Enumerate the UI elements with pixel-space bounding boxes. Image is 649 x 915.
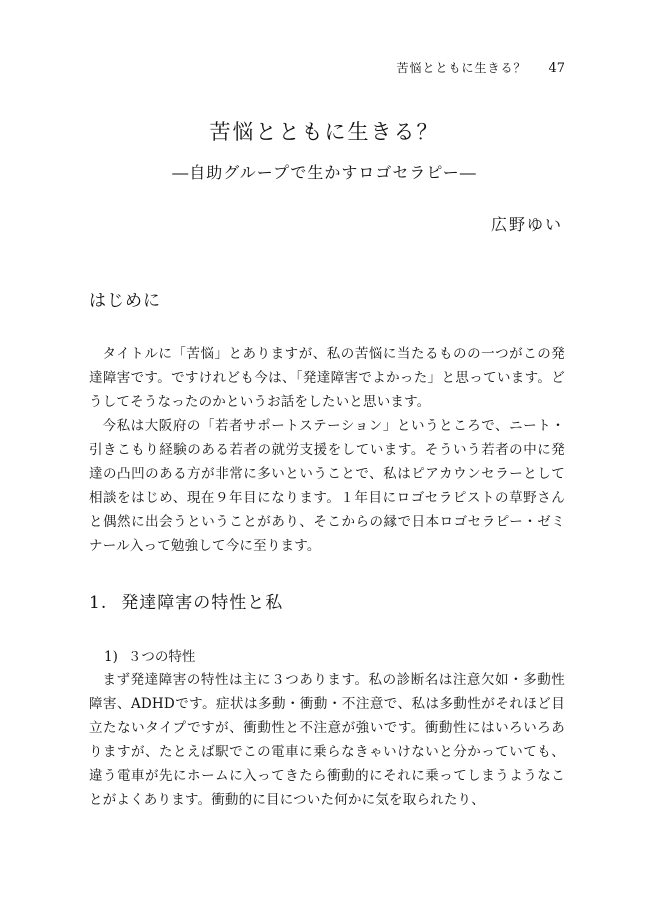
subsection-1-heading [104,645,195,665]
section-1-paragraph-1: まず発達障害の特性は主に３つあります。私の診断名は注意欠如・多動性障害、ADHDです。症状は多動・衝動・不注意で、私は多動性がそれほど目立たないタイプですが、衝動性と不注意が強いです。衝動性にはいろいろありますが、たとえば駅でこの電車に乗らなきゃいけないと分かっていても、違う電車が先にホームに入ってきたら衝動的にそれに乗ってしまうようなことがよくあります。衝動的に目についた何かに気を取られたり、 [89,672,565,808]
intro-body [89,342,565,558]
intro-paragraph-1: タイトルに「苦悩」とありますが、私の苦悩に当たるものの一つがこの発達障害です。ですけれども今は、「発達障害でよかった」と思っています。どうしてそうなったのかというお話をしたいと思います。 [89,346,565,410]
section-1-body [89,668,565,812]
author-name: 広野ゆい [490,215,563,234]
intro-heading: はじめに [89,291,161,311]
section-1-number: 1. [89,593,108,613]
subsection-1-number: 1) [104,649,118,665]
running-title: 苦悩とともに生きる？ [396,61,527,75]
section-1-heading [89,588,283,613]
subsection-1-title: ３つの特性 [127,649,196,665]
article-title: 苦悩とともに生きる？ [209,120,440,144]
intro-paragraph-2: 今私は大阪府の「若者サポートステーション」というところで、ニート・引きこもり経験のある若者の就労支援をしています。そういう若者の中に発達の凸凹のある方が非常に多いということで、私はピアカウンセラーとして相談をはじめ、現在９年目になります。１年目にロゴセラピストの草野さんと偶然に出会うということがあり、そこからの縁で日本ロゴセラピー・ゼミナール入って勉強して今に至ります。 [89,418,565,554]
article-subtitle: ―自助グループで生かすロゴセラピー― [172,163,477,182]
page-number: 47 [548,61,565,76]
section-1-title: 発達障害の特性と私 [121,593,284,613]
running-header [396,59,565,76]
